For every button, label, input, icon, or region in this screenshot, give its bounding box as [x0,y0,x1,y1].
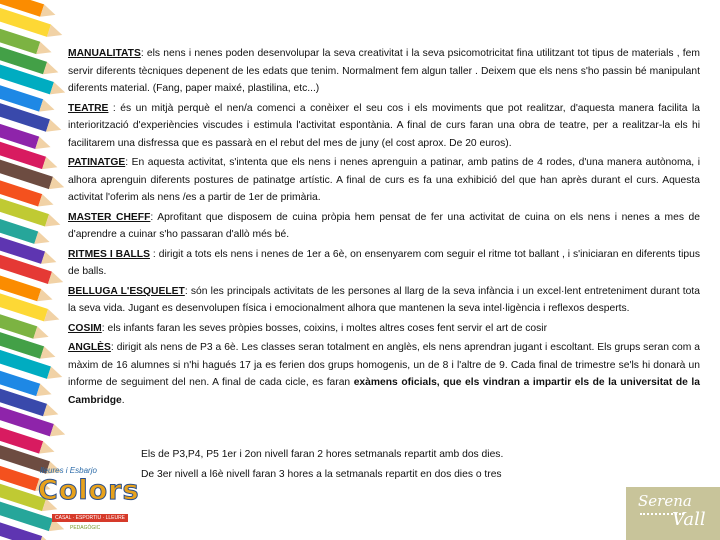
separator: : [101,322,108,334]
section-heading: COSIM [68,322,102,334]
section-belluga-lesquelet [68,283,700,318]
colors-logo-sub1: CASAL · ESPORTIU · LLEURE [52,514,128,522]
separator: : [110,342,117,353]
colors-logo-sub2: PEDAGÒGIC [70,525,101,531]
section-cosim [68,320,700,338]
schedule-notes [141,445,503,485]
colors-logo-top: lleures i Esbarjo [40,466,97,475]
section-ritmes-i-balls [68,246,700,281]
serena-logo-line2: Vall [672,509,706,530]
section-text: dirigit als nens de P3 a 6è. Les classes seran totalment en anglès, els nens aprendran jugant i escoltant. Els grups seran com a màxim de 16 alumnes si n'hi hagués 17 ja es ferien dos grups homogenis, un de 8 i l'altre de 9. Cada final de trimestre se'ls hi donarà un informe de seguiment del nen. A final de cada cicle, es faran [68,342,700,388]
separator: : [108,102,121,114]
section-heading: BELLUGA L'ESQUELET [68,285,185,297]
section-text: En aquesta activitat, s'intenta que els nens i nenes aprenguin a patinar, amb patins de 4 rodes, d'una manera autònoma, i alhora aprenguin diferents postures de patinatge artístic. A final de curs es fa una exhibició del que han après durant el curs. Aquesta activitat l'oferim als nens /es a partir de 1er de primària. [68,157,700,203]
section-patinatge [68,154,700,207]
schedule-line: Els de P3,P4, P5 1er i 2on nivell faran 2 hores setmanals repartit amb dos dies. [141,449,504,460]
separator: : [184,285,191,297]
section-bold-text: exàmens oficials, que els vindran a impartir els de la universitat de la Cambridge [68,377,700,406]
activities-document [68,45,700,411]
section-heading: RITMES I BALLS [68,248,150,260]
separator: : [149,248,159,260]
section-text: els infants faran les seves pròpies bosses, coixins, i moltes altres coses fent servir el art de cosir [107,322,548,334]
section-text: són les principals activitats de les persones al llarg de la seva infància i un excel·lent entreteniment durant tota la seva vida. Jugant es desenvolupen física i emocionalment alhora que mantenen la seva intel·ligència i reflexos desperts. [68,285,700,314]
section-text: els nens i nenes poden desenvolupar la seva creativitat i la seva psicomotricitat fina utilitzant tot tipus de materials , fem servir diferents tècniques depenent de les edats que tenim. Normalment fem algun taller . Deixem que els nens s'ho passin bé manipulant diferents material. (Fang, paper maixé, plastilina, etc...) [68,48,700,94]
schedule-line: De 3er nivell a l6è nivell faran 3 hores a la setmanals repartit en dos dies o tres [141,469,502,480]
section-angles [68,339,700,409]
section-heading: PATINATGE [68,157,126,168]
section-text: dirigit a tots els nens i nenes de 1er a 6è, on ensenyarem com seguir el ritme tot ballant , i s'iniciaran en diferents tipus de balls. [68,248,700,277]
colors-logo [38,466,143,536]
section-manualitats [68,45,700,98]
serena-vall-logo [626,487,720,540]
colors-logo-main: Colors [38,475,140,506]
section-text: Aprofitant que disposem de cuina pròpia hem pensat de fer una activitat de cuina on els nens i nenes a mes de d'aprendre a cuinar s'ho passaran d'allò més bé. [68,211,701,240]
separator: : [125,157,132,168]
separator: : [150,211,158,223]
separator: : [140,48,147,59]
section-heading: MANUALITATS [68,48,141,59]
section-text-end: . [121,394,125,406]
serena-logo-line1: Serena [638,492,692,510]
section-text: és un mitjà perquè el nen/a comenci a conèixer el seu cos i els moviments que pot realitzar, d'aquesta manera facilita la interiorització d'experiències viscudes i estimula l'activitat espontània. A final de curs faran una obra de teatre, per a realitzar-la els hi facilitarem una disfressa que es passarà en el rebut del mes de juny (el cost aprox. De 20 euros). [68,102,700,149]
section-master-cheff [68,209,700,244]
section-heading: MASTER CHEFF [68,211,151,223]
section-heading: TEATRE [68,102,109,114]
section-teatre [68,100,700,153]
section-heading: ANGLÈS [68,342,111,353]
colored-pencils-decoration [0,0,70,540]
pencil-tip [33,0,50,1]
